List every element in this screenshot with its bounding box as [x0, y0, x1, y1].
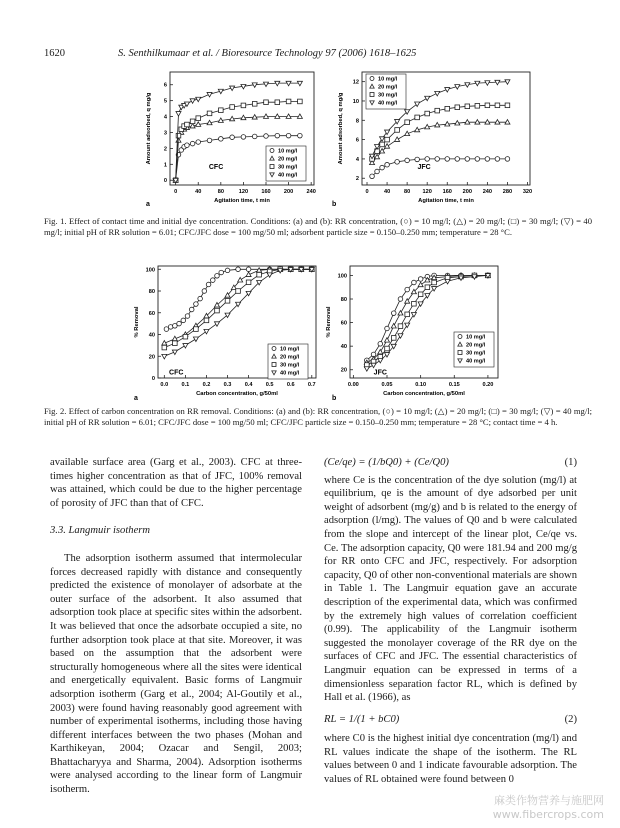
- y-axis-label: % Removal: [326, 306, 332, 338]
- data-point: [297, 81, 302, 85]
- data-point: [264, 134, 269, 139]
- series-line: [372, 105, 507, 159]
- y-axis-label: Amount adsorbed, q mg/g: [146, 92, 152, 165]
- legend-label: 40 mg/l: [278, 172, 298, 179]
- data-point: [286, 114, 291, 118]
- data-point: [445, 279, 450, 283]
- legend: [266, 146, 306, 181]
- x-axis-label: Carbon concentration, g/50ml: [383, 391, 465, 397]
- data-point: [177, 321, 182, 326]
- data-point: [495, 157, 500, 162]
- data-point: [405, 287, 410, 292]
- legend-label: 20 mg/l: [278, 156, 298, 163]
- data-point: [286, 99, 291, 104]
- data-point: [252, 134, 257, 139]
- x-tick-label: 0.1: [181, 382, 190, 388]
- data-point: [405, 120, 410, 125]
- y-tick-label: 5: [163, 98, 167, 105]
- data-point: [298, 133, 303, 138]
- legend-label: 40 mg/l: [280, 370, 300, 377]
- legend-label: 10 mg/l: [378, 76, 398, 83]
- y-tick-label: 100: [145, 267, 155, 274]
- legend-label: 30 mg/l: [378, 92, 398, 99]
- data-point: [425, 157, 430, 162]
- data-point: [196, 140, 201, 145]
- data-point: [375, 169, 380, 174]
- x-tick-label: 240: [482, 189, 493, 195]
- legend-marker: [270, 165, 274, 169]
- data-point: [198, 296, 203, 301]
- data-point: [241, 135, 246, 140]
- panel-annotation: JFC: [373, 369, 387, 377]
- data-point: [384, 338, 389, 342]
- page-number: 1620: [44, 48, 65, 59]
- x-tick-label: 0.05: [381, 382, 393, 388]
- y-tick-label: 60: [148, 310, 155, 317]
- data-point: [364, 367, 369, 371]
- series-10-mg-per-l: [164, 267, 314, 331]
- data-point: [275, 133, 280, 138]
- data-point: [405, 312, 410, 317]
- legend-label: 20 mg/l: [280, 354, 300, 361]
- data-point: [162, 345, 167, 350]
- y-tick-label: 60: [340, 320, 347, 327]
- data-point: [257, 272, 262, 277]
- equation-1: [324, 456, 577, 470]
- series-10-mg-per-l: [370, 157, 510, 179]
- data-point: [297, 114, 302, 118]
- x-tick-label: 320: [522, 189, 533, 195]
- data-point: [418, 292, 423, 297]
- data-point: [405, 158, 410, 163]
- data-point: [378, 349, 383, 353]
- data-point: [181, 318, 186, 323]
- data-point: [275, 114, 280, 118]
- data-point: [432, 280, 437, 285]
- data-point: [370, 174, 375, 179]
- figure-1-caption: Fig. 1. Effect of contact time and initial dye concentration. Conditions: (a) and (b): RR concentration, (○) = 10 mg/l; (△) = 20 mg/l; (□) = 30 mg/l; (▽) = 40 mg/l; initial pH of RR solution = 6.01; CFC/JFC dose = 100 mg/50 ml; adsorbent particle size = 0.150–0.250 mm; temperature = 28 °C.: [44, 216, 592, 238]
- data-point: [391, 336, 396, 341]
- data-point: [230, 105, 235, 110]
- data-point: [264, 100, 269, 105]
- chart-panel-b: [326, 266, 498, 402]
- data-point: [385, 326, 390, 331]
- y-tick-label: 3: [163, 130, 167, 137]
- data-point: [190, 141, 195, 146]
- data-point: [246, 280, 251, 285]
- data-point: [405, 323, 410, 327]
- data-point: [465, 157, 470, 162]
- data-point: [455, 105, 460, 110]
- data-point: [485, 103, 490, 108]
- y-tick-label: 4: [163, 114, 167, 121]
- x-tick-label: 0.7: [307, 382, 316, 388]
- right-column: [324, 456, 577, 787]
- panel-label: b: [332, 201, 337, 208]
- figure-2: [44, 258, 592, 404]
- data-point: [275, 100, 280, 105]
- data-point: [385, 162, 390, 167]
- data-point: [418, 277, 423, 282]
- data-point: [385, 144, 390, 148]
- y-tick-label: 0: [163, 178, 167, 185]
- y-tick-label: 20: [148, 354, 155, 361]
- data-point: [286, 81, 291, 85]
- y-tick-label: 0: [151, 376, 155, 382]
- data-point: [380, 165, 385, 170]
- data-point: [418, 282, 423, 286]
- right-paragraph-2: where C0 is the highest initial dye concentration (mg/l) and RL values indicate the shape of the isotherm. The RL values between 0 and 1 indicate favourable adsorption. The values of RL obtained were found between 0: [324, 733, 577, 786]
- data-point: [398, 311, 403, 315]
- panel-label: a: [134, 395, 138, 402]
- x-axis-label: Agitation time, t min: [214, 198, 270, 204]
- data-point: [236, 289, 241, 294]
- x-tick-label: 0.00: [347, 382, 359, 388]
- right-paragraph-1: where Ce is the concentration of the dye solution (mg/l) at equilibrium, qe is the amount of dye adsorbed per unit weight of adsorbent (mg/g) and b is related to the energy of adsorption (l/mg). The values of Q0 and b were calculated from the slope and intercept of the linear plot, Ce/qe vs. Ce. The adsorption capacity, Q0 were 181.94 and 200 mg/g for RR onto CFC and JFC, respectively. For adsorption capacity, Q0 of other non-conventional materials are shown in Table 1. The Langmuir equation gave an accurate description of the experimental data, which was confirmed by the extremely high values of correlation coefficient (0.99). The applicability of the Langmuir isotherm suggested the monolayer coverage of the RR dye on the surfaces of CFC and JFC. The essential characteristics of Langmuir equation can be expressed in terms of a dimensionless separation factor RL, which is defined by Hall et al. (1966), as: [324, 474, 577, 704]
- data-point: [206, 282, 211, 287]
- data-point: [378, 342, 383, 347]
- data-point: [445, 157, 450, 162]
- legend-label: 20 mg/l: [466, 342, 486, 349]
- legend-label: 40 mg/l: [466, 358, 486, 365]
- data-point: [196, 116, 201, 121]
- x-tick-label: 120: [422, 189, 432, 195]
- data-point: [185, 122, 190, 127]
- data-point: [411, 312, 416, 316]
- x-tick-label: 0.10: [415, 382, 427, 388]
- y-tick-label: 10: [352, 98, 359, 105]
- watermark: [493, 792, 604, 821]
- x-tick-label: 120: [238, 189, 249, 195]
- x-tick-label: 200: [462, 189, 472, 195]
- data-point: [214, 322, 219, 326]
- equation-2: [324, 713, 577, 727]
- data-point: [183, 334, 188, 339]
- data-point: [176, 112, 181, 116]
- data-point: [190, 99, 195, 103]
- data-point: [505, 157, 510, 162]
- x-tick-label: 40: [383, 189, 391, 195]
- data-point: [398, 324, 403, 329]
- legend-marker: [458, 351, 462, 355]
- data-point: [391, 323, 396, 327]
- x-tick-label: 40: [195, 189, 202, 195]
- data-point: [378, 358, 383, 362]
- data-point: [267, 273, 272, 277]
- data-point: [435, 108, 440, 113]
- data-point: [246, 267, 251, 272]
- x-tick-label: 0.6: [286, 382, 295, 388]
- y-axis-label: % Removal: [134, 306, 140, 338]
- running-title: S. Senthilkumaar et al. / Bioresource Technology 97 (2006) 1618–1625: [118, 48, 417, 59]
- data-point: [371, 363, 376, 367]
- equation-1-formula: (Ce/qe) = (1/bQ0) + (Ce/Q0): [324, 457, 449, 468]
- legend-label: 40 mg/l: [378, 100, 398, 107]
- figure-2-caption: Fig. 2. Effect of carbon concentration on RR removal. Conditions: (a) and (b): RR concentration, (○) = 10 mg/l; (△) = 20 mg/l; (□) = 30 mg/l; (▽) = 40 mg/l; initial pH of RR solution = 6.01; CFC/JFC dose = 100 mg/50 ml; CFC/JFC particle size = 0.150–0.250 mm; temperature = 28 °C; contact time = 4 h.: [44, 406, 592, 428]
- data-point: [425, 96, 430, 100]
- data-point: [385, 346, 390, 351]
- series-30-mg-per-l: [162, 267, 314, 350]
- data-point: [425, 285, 430, 290]
- data-point: [495, 103, 500, 108]
- legend-label: 10 mg/l: [278, 148, 298, 155]
- panel-label: a: [146, 201, 150, 208]
- left-paragraph-2: The adsorption isotherm assumed that intermolecular forces decreased rapidly with distance and consequently predicted the existence of monolayer of adsorbate at the outer surface of the adsorbent. It also assumed that adsorption took place at specific sites within the adsorbent. It was believed that once the adsorbate occupied a site, no further adsorption took place at that site. Moreover, it was based on the assumption that the adsorbent were structurally homogeneous where all the sites were identical and energetically equivalent. Basic forms of Langmuir adsorption isotherm (Garg et al., 2004; Al-Goutily et al., 2003) were found having reasonably good agreement with number of experimental isotherms, including those having different interfaces between the two phases (Mohan and Karthikeyan, 2004; Ozacar and Sengil, 2003; Bhattacharyya and Sharma, 2004). Adsorption isotherms were analysed according to the linear form of Langmuir isotherm.: [50, 552, 302, 796]
- data-point: [185, 143, 190, 148]
- legend-marker: [270, 149, 274, 153]
- data-point: [225, 268, 230, 273]
- panel-annotation: JFC: [417, 164, 431, 172]
- legend-label: 30 mg/l: [466, 350, 486, 357]
- y-tick-label: 6: [355, 137, 359, 144]
- data-point: [219, 108, 224, 113]
- watermark-line-2: www.fibercrops.com: [492, 808, 604, 821]
- legend-marker: [370, 93, 374, 97]
- data-point: [475, 104, 480, 109]
- y-tick-label: 4: [355, 156, 359, 163]
- data-point: [236, 267, 241, 272]
- series-line: [166, 269, 311, 329]
- data-point: [225, 313, 230, 317]
- x-tick-label: 160: [442, 189, 452, 195]
- data-point: [238, 277, 243, 281]
- y-tick-label: 8: [355, 118, 359, 125]
- left-paragraph-1: available surface area (Garg et al., 2003). CFC at three-times higher concentration as that of JFC, 100% removal was attained, which could be due to the higher percentage of porosity of JFC than that of CFC.: [50, 457, 302, 509]
- data-point: [425, 111, 430, 116]
- x-tick-label: 80: [404, 189, 411, 195]
- y-tick-label: 40: [340, 344, 347, 351]
- data-point: [415, 102, 420, 106]
- data-point: [173, 341, 178, 346]
- legend-marker: [272, 347, 276, 351]
- data-point: [185, 314, 190, 319]
- x-tick-label: 0.5: [265, 382, 274, 388]
- y-tick-label: 20: [340, 367, 347, 374]
- data-point: [225, 298, 230, 303]
- data-point: [241, 103, 246, 108]
- data-point: [445, 106, 450, 111]
- data-point: [230, 135, 235, 140]
- legend: [268, 344, 308, 379]
- data-point: [194, 302, 199, 307]
- x-tick-label: 0.0: [160, 382, 169, 388]
- chart-panel-a: [146, 72, 316, 208]
- x-tick-label: 160: [261, 189, 271, 195]
- data-point: [412, 280, 417, 285]
- data-point: [183, 344, 188, 348]
- data-point: [204, 329, 209, 333]
- data-point: [190, 119, 195, 124]
- x-axis-label: Agitation time, t min: [418, 198, 474, 204]
- data-point: [485, 157, 490, 162]
- data-point: [455, 157, 460, 162]
- legend-marker: [458, 335, 462, 339]
- data-point: [207, 138, 212, 143]
- y-tick-label: 2: [355, 176, 359, 183]
- data-point: [194, 327, 199, 332]
- series-30-mg-per-l: [370, 100, 510, 161]
- data-point: [215, 273, 220, 278]
- x-tick-label: 200: [283, 189, 294, 195]
- data-point: [215, 308, 220, 313]
- x-tick-label: 0.3: [223, 382, 232, 388]
- data-point: [475, 157, 480, 162]
- legend-label: 30 mg/l: [280, 362, 300, 369]
- x-tick-label: 240: [306, 189, 316, 195]
- x-tick-label: 80: [217, 189, 224, 195]
- y-tick-label: 6: [163, 82, 167, 89]
- legend-label: 30 mg/l: [278, 164, 298, 171]
- data-point: [395, 128, 400, 133]
- panel-annotation: CFC: [208, 164, 224, 172]
- data-point: [193, 337, 198, 341]
- y-axis-label: Amount adsorbed, q mg/g: [338, 92, 344, 165]
- y-tick-label: 2: [163, 146, 167, 153]
- data-point: [189, 307, 194, 312]
- data-point: [380, 142, 385, 147]
- equation-2-formula: RL = 1/(1 + bC0): [324, 713, 400, 725]
- data-point: [435, 157, 440, 162]
- y-tick-label: 12: [352, 79, 359, 86]
- x-tick-label: 0: [365, 189, 369, 195]
- x-tick-label: 0.2: [202, 382, 211, 388]
- figure-1: [44, 66, 592, 212]
- left-column: [50, 456, 302, 797]
- data-point: [391, 311, 396, 316]
- x-tick-label: 0: [174, 189, 178, 195]
- data-point: [286, 133, 291, 138]
- data-point: [176, 133, 181, 138]
- legend: [366, 74, 406, 109]
- equation-2-number: (2): [564, 713, 577, 725]
- x-tick-label: 0.4: [244, 382, 253, 388]
- chart-panel-b: [332, 72, 532, 208]
- data-point: [204, 318, 209, 323]
- chart-panel-a: [134, 266, 316, 402]
- data-point: [162, 354, 167, 358]
- data-point: [207, 111, 212, 116]
- equation-1-number: (1): [564, 457, 577, 468]
- y-tick-label: 80: [148, 289, 155, 296]
- data-point: [219, 270, 224, 275]
- watermark-line-1: 麻类作物营养与施肥网: [494, 794, 604, 807]
- data-point: [263, 114, 268, 118]
- y-tick-label: 80: [340, 297, 347, 304]
- section-heading: 3.3. Langmuir isotherm: [50, 525, 151, 537]
- x-tick-label: 0.15: [448, 382, 460, 388]
- legend-label: 10 mg/l: [466, 334, 486, 341]
- legend-label: 10 mg/l: [280, 346, 300, 353]
- data-point: [252, 102, 257, 107]
- data-point: [219, 137, 224, 142]
- y-tick-label: 40: [148, 332, 155, 339]
- data-point: [395, 160, 400, 165]
- x-axis-label: Carbon concentration, g/50ml: [196, 391, 278, 397]
- panel-annotation: CFC: [169, 369, 184, 377]
- data-point: [415, 115, 420, 120]
- data-point: [202, 289, 207, 294]
- data-point: [210, 278, 215, 283]
- data-point: [415, 157, 420, 162]
- y-tick-label: 100: [337, 273, 347, 280]
- legend-label: 20 mg/l: [378, 84, 398, 91]
- data-point: [465, 104, 470, 109]
- x-tick-label: 0.20: [482, 382, 494, 388]
- y-tick-label: 1: [163, 162, 167, 169]
- data-point: [398, 297, 403, 302]
- data-point: [412, 301, 417, 306]
- data-point: [298, 99, 303, 104]
- x-tick-label: 280: [502, 189, 513, 195]
- legend-marker: [272, 363, 276, 367]
- data-point: [398, 334, 403, 338]
- panel-label: b: [332, 395, 337, 402]
- data-point: [395, 137, 400, 141]
- legend: [454, 332, 494, 367]
- data-point: [385, 137, 390, 142]
- legend-marker: [370, 77, 374, 81]
- data-point: [380, 137, 385, 141]
- data-point: [505, 103, 510, 108]
